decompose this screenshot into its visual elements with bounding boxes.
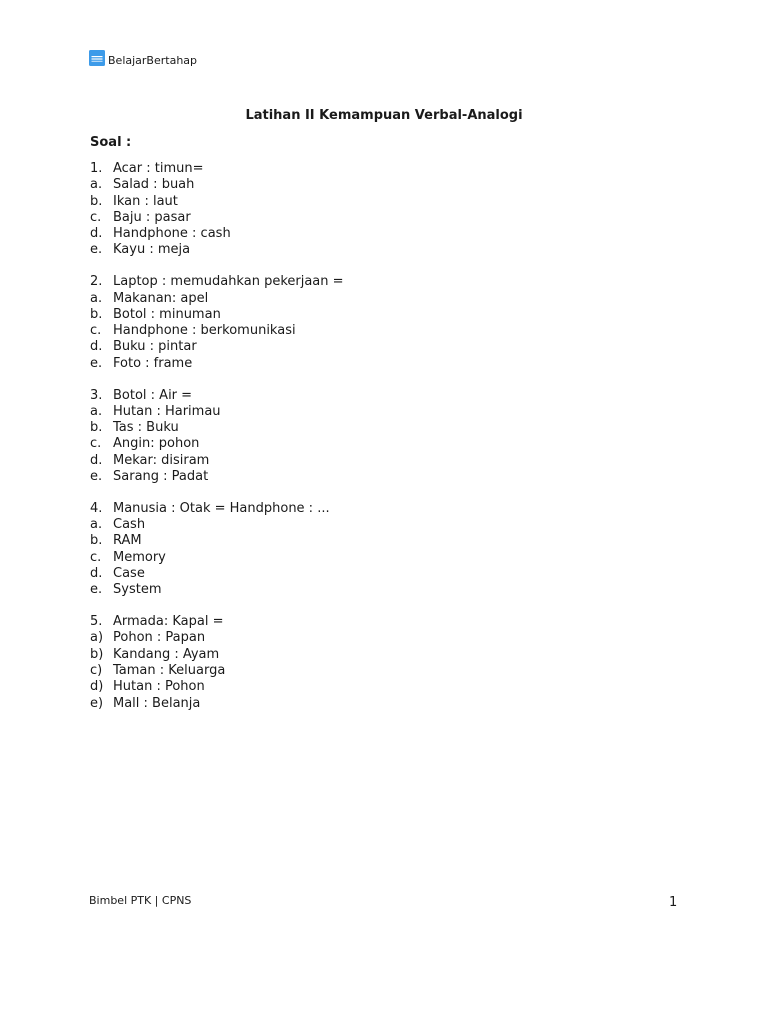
question-list	[90, 161, 650, 727]
answer-option	[90, 436, 650, 452]
option-label: c.	[90, 323, 102, 339]
option-label: b.	[90, 306, 103, 322]
option-label: c)	[90, 663, 103, 679]
option-text: Kandang : Ayam	[113, 646, 220, 662]
option-label: b.	[90, 420, 103, 436]
answer-option	[90, 582, 650, 598]
question-block	[90, 161, 650, 259]
question-prompt	[90, 161, 650, 177]
option-text: Mall : Belanja	[113, 695, 201, 711]
option-text: Pohon : Papan	[113, 630, 206, 646]
question-text: Manusia : Otak = Handphone : ...	[113, 500, 330, 516]
option-text: Ikan : laut	[113, 193, 178, 209]
question-number: 2.	[90, 274, 103, 290]
answer-option	[90, 630, 650, 646]
answer-option	[90, 356, 650, 372]
option-text: Handphone : berkomunikasi	[113, 323, 296, 339]
option-label: c.	[90, 209, 102, 225]
option-text: Botol : minuman	[113, 306, 221, 322]
answer-option	[90, 242, 650, 258]
question-number: 3.	[90, 387, 103, 403]
answer-option	[90, 177, 650, 193]
option-text: Hutan : Pohon	[113, 679, 205, 695]
option-text: Handphone : cash	[113, 226, 231, 242]
option-text: Case	[113, 566, 145, 582]
answer-option	[90, 517, 650, 533]
option-label: e.	[90, 355, 103, 371]
section-heading: Soal :	[90, 135, 132, 150]
question-text: Botol : Air =	[113, 387, 193, 403]
option-text: Buku : pintar	[113, 339, 197, 355]
question-block	[90, 501, 650, 599]
page-title: Latihan II Kemampuan Verbal-Analogi	[245, 108, 523, 123]
option-label: a.	[90, 290, 103, 306]
option-text: Mekar: disiram	[113, 452, 210, 468]
option-text: Hutan : Harimau	[113, 403, 221, 419]
option-text: RAM	[113, 533, 142, 549]
option-label: d)	[90, 679, 104, 695]
option-label: a.	[90, 177, 103, 193]
page-number: 1	[669, 895, 678, 910]
option-label: b.	[90, 533, 103, 549]
answer-option	[90, 647, 650, 663]
question-number: 5.	[90, 614, 103, 630]
answer-option	[90, 210, 650, 226]
question-prompt	[90, 614, 650, 630]
answer-option	[90, 679, 650, 695]
answer-option	[90, 307, 650, 323]
question-number: 1.	[90, 161, 103, 176]
option-text: Taman : Keluarga	[113, 663, 226, 679]
option-text: Kayu : meja	[113, 242, 191, 258]
option-label: d.	[90, 226, 103, 242]
answer-option	[90, 469, 650, 485]
question-prompt	[90, 388, 650, 404]
option-label: a)	[90, 630, 104, 646]
option-text: Memory	[113, 549, 166, 565]
question-text: Acar : timun=	[113, 161, 204, 176]
question-text: Laptop : memudahkan pekerjaan =	[113, 274, 344, 290]
option-label: b)	[90, 646, 104, 662]
option-label: c.	[90, 549, 102, 565]
option-text: Baju : pasar	[113, 209, 191, 225]
option-label: b.	[90, 193, 103, 209]
option-text: Tas : Buku	[113, 420, 179, 436]
option-text: Cash	[113, 517, 146, 533]
question-prompt	[90, 274, 650, 290]
answer-option	[90, 323, 650, 339]
answer-option	[90, 550, 650, 566]
answer-option	[90, 663, 650, 679]
book-logo-icon	[89, 50, 105, 66]
answer-option	[90, 339, 650, 355]
answer-option	[90, 696, 650, 712]
option-label: d.	[90, 339, 103, 355]
option-label: a.	[90, 403, 103, 419]
option-text: Makanan: apel	[113, 290, 209, 306]
option-label: d.	[90, 452, 103, 468]
answer-option	[90, 226, 650, 242]
question-prompt	[90, 501, 650, 517]
option-text: Sarang : Padat	[113, 469, 209, 485]
answer-option	[90, 533, 650, 549]
question-block	[90, 274, 650, 372]
option-label: e.	[90, 242, 103, 258]
option-label: d.	[90, 566, 103, 582]
footer-text: Bimbel PTK | CPNS	[89, 894, 192, 907]
answer-option	[90, 404, 650, 420]
answer-option	[90, 420, 650, 436]
option-label: a.	[90, 517, 103, 533]
answer-option	[90, 291, 650, 307]
option-text: Foto : frame	[113, 355, 193, 371]
question-block	[90, 388, 650, 486]
page-header	[89, 46, 197, 69]
answer-option	[90, 566, 650, 582]
option-label: e)	[90, 695, 104, 711]
option-label: c.	[90, 436, 102, 452]
answer-option	[90, 453, 650, 469]
option-label: e.	[90, 469, 103, 485]
question-number: 4.	[90, 500, 103, 516]
option-label: e.	[90, 582, 103, 598]
option-text: Angin: pohon	[113, 436, 200, 452]
answer-option	[90, 194, 650, 210]
option-text: Salad : buah	[113, 177, 195, 193]
option-text: System	[113, 582, 162, 598]
brand-name: BelajarBertahap	[108, 54, 198, 67]
question-block	[90, 614, 650, 712]
question-text: Armada: Kapal =	[113, 614, 224, 630]
